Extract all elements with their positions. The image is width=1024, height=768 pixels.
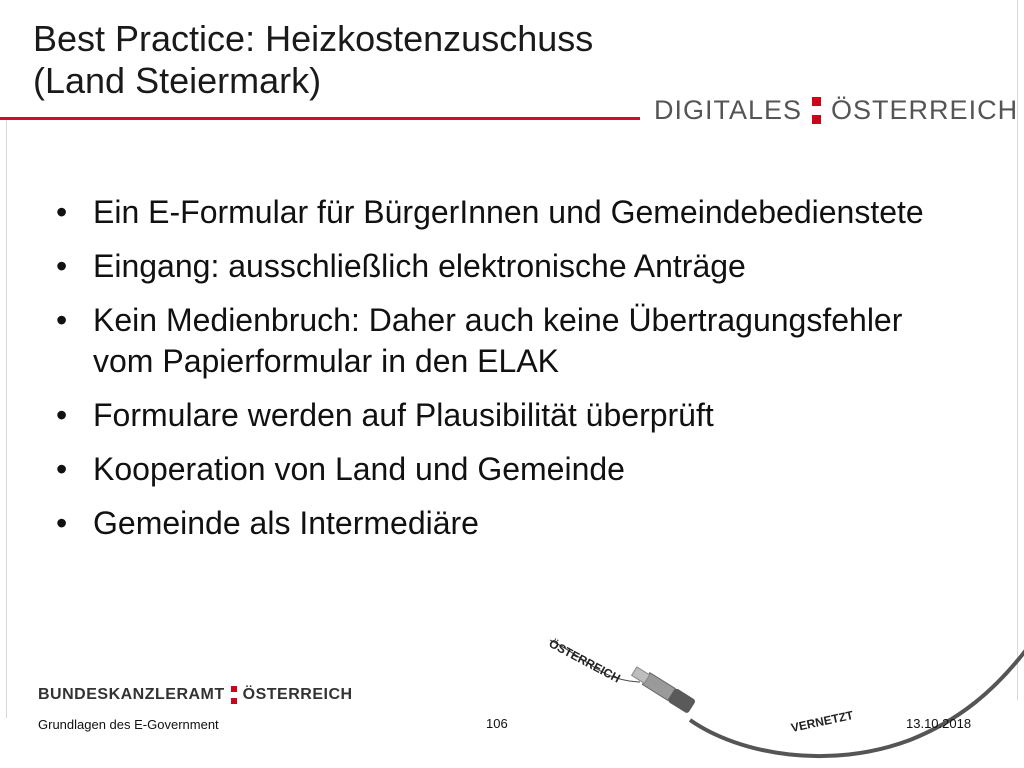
title-underline: [0, 117, 640, 120]
logo-top-left-text: DIGITALES: [654, 94, 803, 125]
title-line-2: (Land Steiermark): [33, 60, 322, 101]
title-line-1: Best Practice: Heizkostenzuschuss: [33, 18, 594, 59]
usb-cable-illustration: [530, 620, 1024, 768]
bullet-marker: •: [56, 397, 68, 433]
bullet-text: Gemeinde als Intermediäre: [93, 505, 479, 541]
footer-date: 13.10.2018: [906, 716, 972, 731]
cable-label-vernetzt: VERNETZT: [789, 708, 855, 735]
bullet-text: Kein Medienbruch: Daher auch keine Übertragungsfehler vom Papierformular in den ELAK: [93, 302, 903, 379]
bullet-text: Ein E-Formular für BürgerInnen und Gemeindebedienstete: [93, 194, 924, 230]
bullet-marker: •: [56, 248, 68, 284]
bundeskanzleramt-logo: [38, 686, 353, 704]
footer-page-number: 106: [486, 716, 508, 731]
bullet-item: [56, 395, 956, 436]
slide-frame-left: [6, 118, 7, 718]
logo-top-right-text: ÖSTERREICH: [831, 94, 1019, 125]
bullet-text: Formulare werden auf Plausibilität überprüft: [93, 397, 714, 433]
bullet-item: [56, 503, 956, 544]
bullet-text: Kooperation von Land und Gemeinde: [93, 451, 625, 487]
bullet-item: [56, 246, 956, 287]
bullet-list: [56, 192, 956, 557]
bullet-item: [56, 449, 956, 490]
bullet-item: [56, 192, 956, 233]
bullet-marker: •: [56, 302, 68, 338]
slide-title: [33, 18, 593, 102]
bullet-marker: •: [56, 505, 68, 541]
bullet-marker: •: [56, 451, 68, 487]
cable-label-oesterreich: ÖSTERREICH: [546, 636, 623, 686]
bullet-marker: •: [56, 194, 68, 230]
austria-flag-small-icon: [231, 686, 237, 704]
digitales-oesterreich-logo: [654, 90, 1018, 130]
bullet-text: Eingang: ausschließlich elektronische Anträge: [93, 248, 746, 284]
austria-flag-icon: [812, 97, 821, 124]
bullet-item: [56, 300, 956, 382]
logo-bottom-left-text: BUNDESKANZLERAMT: [38, 686, 225, 703]
logo-bottom-right-text: ÖSTERREICH: [242, 686, 353, 703]
footer-course-title: Grundlagen des E-Government: [38, 717, 219, 732]
